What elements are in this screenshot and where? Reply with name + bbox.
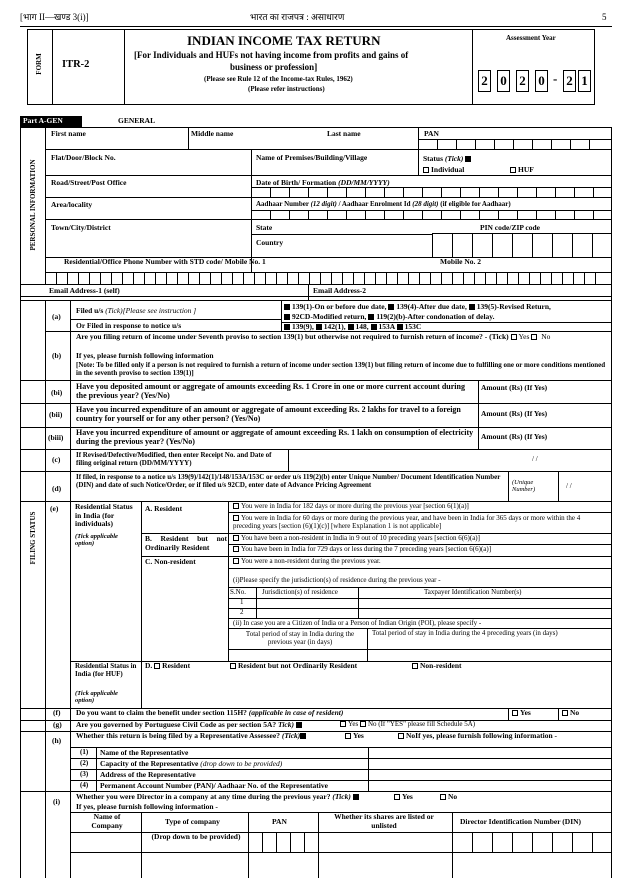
e-c1-label: You were a non-resident during the previous year. xyxy=(241,557,381,565)
individual-checkbox-icon[interactable] xyxy=(423,167,429,173)
a-opt1-label: 139(1)-On or before due date, xyxy=(292,302,387,311)
row-b-question-text: Are you filing return of income under Seventh proviso to section 139(1) but otherwise not required to furnish return of income? - (Tick) xyxy=(76,332,509,341)
e-d-nr-label: Non-resident xyxy=(420,661,462,670)
e-b1[interactable] xyxy=(233,535,480,543)
row-bi-amount: Amount (Rs) (If Yes) xyxy=(481,383,548,392)
row-g-label: (g) xyxy=(53,720,62,729)
e-b1-checkbox-icon[interactable] xyxy=(233,535,239,541)
town-label: Town/City/District xyxy=(51,223,111,232)
row-f-text: Do you want to claim the benefit under section 115H? xyxy=(76,708,247,717)
i-no-checkbox-icon[interactable] xyxy=(440,794,446,800)
gazette-title: भारत का राजपत्र : असाधारण xyxy=(250,12,345,22)
e-a1-checkbox-icon[interactable] xyxy=(233,503,239,509)
e-d-res-label: Resident xyxy=(162,661,191,670)
email2-label: Email Address-2 xyxy=(313,286,366,295)
f-no-checkbox-icon[interactable] xyxy=(562,710,568,716)
row-a-label: (a) xyxy=(52,312,61,321)
e-a2-checkbox-icon[interactable] xyxy=(233,515,239,521)
ay-digit-4[interactable]: 0 xyxy=(535,70,548,92)
row-h-yes[interactable] xyxy=(345,732,364,740)
i-drop-note: (Drop down to be provided) xyxy=(151,832,241,841)
dob-format: (DD/MM/YYYY) xyxy=(338,178,390,187)
h-tick-icon xyxy=(300,733,306,739)
e-b-label: B. Resident but not Ordinarily Resident xyxy=(145,534,227,552)
ay-digit-6[interactable]: 1 xyxy=(578,70,591,92)
filing-status-side-label: FILING STATUS xyxy=(29,511,37,565)
middle-name-label: Middle name xyxy=(191,129,234,138)
row-f-no[interactable] xyxy=(562,709,579,717)
ay-dash: - xyxy=(553,71,558,86)
aadhaar-text-3: / Aadhaar Enrolment Id xyxy=(338,200,411,208)
f-yes-checkbox-icon[interactable] xyxy=(512,710,518,716)
a-opt8-label: 148, xyxy=(355,322,369,331)
row-f-text2: (applicable in case of resident) xyxy=(248,708,344,717)
i-yes-label: Yes xyxy=(402,792,413,801)
row-b-note: [Note: To be filled only if a person is not required to furnish a return of income under section 139(1) but filing return of income due to fulfilling one or more conditions mentioned in the seventh proviso to section 139(1)] xyxy=(76,361,606,378)
i-col-listed: Whether its shares are listed or unlisted xyxy=(334,812,434,830)
a-opt2-label: 139(4)-After due date, xyxy=(396,302,467,311)
e-a1[interactable] xyxy=(233,503,469,511)
aadhaar-label xyxy=(256,201,511,209)
row-i-yes[interactable] xyxy=(394,793,413,801)
row-biii-label: (biii) xyxy=(48,433,64,442)
a-opt1-checkbox-icon[interactable] xyxy=(284,304,290,310)
dob-text: Date of Birth/ Formation xyxy=(256,178,337,187)
i-yes-checkbox-icon[interactable] xyxy=(394,794,400,800)
a-opt7-label: 142(1), xyxy=(323,322,346,331)
pin-label: PIN code/ZIP code xyxy=(480,223,540,232)
g-yes-label: Yes xyxy=(348,720,359,728)
row-a-filed-text: Filed u/s xyxy=(76,306,104,315)
row-i-question xyxy=(76,793,361,801)
f-no-label: No xyxy=(570,708,580,717)
h3-text: Address of the Representative xyxy=(100,770,196,779)
row-h-tick: (Tick) xyxy=(281,731,301,740)
e-b2-checkbox-icon[interactable] xyxy=(233,546,239,552)
phone-label: Residential/Office Phone Number with STD code/ Mobile No. 1 xyxy=(64,257,266,266)
pan-input[interactable] xyxy=(419,140,611,149)
row-c-date[interactable]: / / xyxy=(532,455,538,463)
g-tick-icon xyxy=(296,722,302,728)
assessment-year-label: Assessment Year xyxy=(506,34,556,42)
h2-text xyxy=(100,760,282,768)
e-d-res-checkbox-icon[interactable] xyxy=(154,663,160,669)
e-c-i: (i)Please specify the jurisdiction(s) of residence during the previous year - xyxy=(233,576,441,584)
ay-digit-5[interactable]: 2 xyxy=(563,70,576,92)
i-col-company: Name of Company xyxy=(91,812,123,830)
e-tick-note: (Tick applicable option) xyxy=(75,533,118,548)
e-b2-label: You have been in India for 729 days or less during the 7 preceding years [section 6(6)(a)] xyxy=(241,545,492,553)
aadhaar-text-5: (if eligible for Aadhaar) xyxy=(440,200,511,208)
h-no-checkbox-icon[interactable] xyxy=(398,733,404,739)
e-d-nr[interactable] xyxy=(412,662,462,670)
i-col-pan: PAN xyxy=(272,817,287,826)
part-a-section: GENERAL xyxy=(118,116,156,125)
area-label: Area/locality xyxy=(51,200,93,209)
a-opt6-checkbox-icon[interactable] xyxy=(284,324,290,330)
a-opt6-label: 139(9), xyxy=(292,322,314,331)
h-yes-checkbox-icon[interactable] xyxy=(345,733,351,739)
e-row2: 2 xyxy=(240,608,244,616)
country-label: Country xyxy=(256,238,284,247)
row-bi-label: (bi) xyxy=(51,388,63,397)
status-tick-icon xyxy=(465,156,471,162)
row-g-question xyxy=(76,721,304,729)
e-a2-label: You were in India for 60 days or more during the previous year, and have been in India for 365 days or more within the 4 preceding years [section (6)(1)(c)] [where Explanation 1 is not applicable] xyxy=(233,514,581,531)
status-tick-text: (Tick) xyxy=(444,154,464,163)
row-i-text: Whether you were Director in a company at any time during the previous year? xyxy=(76,792,331,801)
row-c-question: If Revised/Defective/Modified, then enter Receipt No. and Date of filing original return (DD/MM/YYYY) xyxy=(76,451,272,468)
e-a-label: A. Resident xyxy=(145,504,183,513)
e-d-nr-checkbox-icon[interactable] xyxy=(412,663,418,669)
row-h-text: Whether this return is being filed by a Representative Assessee? xyxy=(76,731,280,740)
row-a-notice: Or Filed in response to notice u/s xyxy=(76,321,182,330)
e-a2[interactable] xyxy=(233,514,609,530)
row-d-date[interactable]: / / xyxy=(566,482,572,490)
first-name-input[interactable] xyxy=(46,139,188,149)
e-row1: 1 xyxy=(240,598,244,606)
h4-text: Permanent Account Number (PAN)/ Aadhaar No. of the Representative xyxy=(100,781,328,790)
row-bii-amount: Amount (Rs) (If Yes) xyxy=(481,409,548,418)
row-i-no[interactable] xyxy=(440,793,457,801)
a-opt2-checkbox-icon[interactable] xyxy=(388,304,394,310)
i-col-din: Director Identification Number (DIN) xyxy=(460,817,582,826)
f-yes-label: Yes xyxy=(520,708,531,717)
row-e-label: (e) xyxy=(50,504,59,513)
e-d-label: D. xyxy=(145,661,153,670)
status-huf[interactable] xyxy=(510,166,534,174)
pan-label: PAN xyxy=(424,129,439,138)
a-opt9-label: 153A xyxy=(378,322,395,331)
e-jur: Jurisdiction(s) of residence xyxy=(262,588,338,596)
row-h-no[interactable] xyxy=(398,732,557,740)
row-i-tick: (Tick) xyxy=(332,792,351,801)
e-c-label: C. Non-resident xyxy=(145,557,196,566)
e-res-ind-label: Residential Status in India (for individuals) xyxy=(75,502,133,529)
a-opt10-checkbox-icon[interactable] xyxy=(397,324,403,330)
e-a1-label: You were in India for 182 days or more during the previous year [section 6(1)(a)] xyxy=(241,502,469,510)
form-subtitle-2: business or profession] xyxy=(230,62,318,72)
e-b2[interactable] xyxy=(233,546,491,554)
row-f-label: (f) xyxy=(53,708,61,717)
e-d-rnor-label: Resident but not Ordinarily Resident xyxy=(238,661,358,670)
a-opt8-checkbox-icon[interactable] xyxy=(348,324,354,330)
row-biii-question: Have you incurred expenditure of amount or aggregate of amount exceeding Rs. 1 lakh on consumption of electricity during the previous year? (Yes/No) xyxy=(76,428,474,447)
e-tick2-note: (Tick applicable option) xyxy=(75,690,118,705)
flat-label: Flat/Door/Block No. xyxy=(51,153,116,162)
form-title: INDIAN INCOME TAX RETURN xyxy=(187,33,381,48)
personal-info-side-label: PERSONAL INFORMATION xyxy=(29,159,37,251)
road-label: Road/Street/Post Office xyxy=(51,178,127,187)
row-h-question xyxy=(76,732,308,740)
i-tick-icon xyxy=(353,794,359,800)
row-i-ifyes: If yes, please furnish following information - xyxy=(76,802,218,811)
h-no-label: NoIf yes, please furnish following information - xyxy=(406,731,558,740)
row-a-instruction: (Tick)[Please see instruction ] xyxy=(105,306,197,315)
gazette-part-label: [भाग II—खण्ड 3(i)] xyxy=(20,12,89,22)
a-opt4-checkbox-icon[interactable] xyxy=(284,314,290,320)
g-yes-checkbox-icon[interactable] xyxy=(340,721,346,727)
first-name-label: First name xyxy=(51,129,86,138)
row-a-filed xyxy=(76,307,196,315)
b-yes-label: Yes xyxy=(518,332,530,341)
aadhaar-text-1: Aadhaar Number xyxy=(256,200,309,208)
ay-digit-1[interactable]: 2 xyxy=(478,70,491,92)
status-label xyxy=(423,155,473,163)
e-d-rnor-checkbox-icon[interactable] xyxy=(230,663,236,669)
row-bii-label: (bii) xyxy=(49,410,63,419)
mobile2-label: Mobile No. 2 xyxy=(440,257,482,266)
a-opt3-label: 139(5)-Revised Return, xyxy=(476,302,551,311)
row-g-options[interactable] xyxy=(340,721,475,729)
a-opt4-label: 92CD-Modified return, xyxy=(292,312,367,321)
i-col-type: Type of company xyxy=(165,817,220,826)
h2-num: (2) xyxy=(80,759,89,767)
e-c-ii: (ii) In case you are a Citizen of India or a Person of Indian Origin (POI), please specify - xyxy=(233,619,482,627)
e-c1[interactable] xyxy=(233,558,381,566)
individual-label: Individual xyxy=(431,165,465,174)
premises-label: Name of Premises/Building/Village xyxy=(256,153,368,162)
dob-label xyxy=(256,179,390,187)
g-no-checkbox-icon[interactable] xyxy=(360,721,366,727)
g-note: (If "YES" please fill Schedule 5A) xyxy=(378,720,476,728)
a-opt5-label: 119(2)(b)-After condonation of delay. xyxy=(376,312,495,321)
form-code: ITR-2 xyxy=(62,59,90,70)
state-label: State xyxy=(256,223,273,232)
row-f-yes[interactable] xyxy=(512,709,531,717)
row-a-options-1[interactable] xyxy=(284,303,551,311)
page-number: 5 xyxy=(602,12,607,22)
h1-num: (1) xyxy=(80,748,89,756)
row-bi-question: Have you deposited amount or aggregate of amounts exceeding Rs. 1 Crore in one or more current account during the previous year? (Yes/No) xyxy=(76,382,465,401)
ay-digit-3[interactable]: 2 xyxy=(516,70,529,92)
g-no-label: No xyxy=(367,720,377,728)
b-no-checkbox-icon[interactable] xyxy=(531,334,537,340)
form-side-label: FORM xyxy=(35,53,43,75)
a-opt10-label: 153C xyxy=(404,322,422,331)
a-opt5-checkbox-icon[interactable] xyxy=(368,314,374,320)
email1-label: Email Address-1 (self) xyxy=(49,286,120,295)
h-yes-label: Yes xyxy=(353,731,364,740)
row-c-label: (c) xyxy=(52,455,61,464)
row-d-unique: (Unique Number) xyxy=(512,479,536,494)
row-h-label: (h) xyxy=(52,736,62,745)
row-b-label: (b) xyxy=(52,351,62,360)
status-text: Status xyxy=(423,154,444,163)
h3-num: (3) xyxy=(80,770,89,778)
row-b-question xyxy=(76,333,610,342)
form-subtitle-1: [For Individuals and HUFs not having income from profits and gains of xyxy=(134,50,409,60)
a-opt9-checkbox-icon[interactable] xyxy=(371,324,377,330)
a-opt3-checkbox-icon[interactable] xyxy=(469,304,475,310)
huf-label: HUF xyxy=(518,165,534,174)
b-yes-checkbox-icon[interactable] xyxy=(511,334,517,340)
row-g-tick: Tick) xyxy=(278,720,294,729)
b-no-label: No xyxy=(541,332,551,341)
h4-num: (4) xyxy=(80,781,89,789)
e-d-rnor[interactable] xyxy=(230,662,357,670)
ay-digit-2[interactable]: 0 xyxy=(497,70,510,92)
e-d-row[interactable] xyxy=(145,662,190,670)
huf-checkbox-icon[interactable] xyxy=(510,167,516,173)
form-note-2: (Please refer instructions) xyxy=(248,85,325,93)
e-stay1: Total period of stay in India during the previous year (in days) xyxy=(245,630,355,647)
h1-text: Name of the Representative xyxy=(100,748,189,757)
row-g-text: Are you governed by Portuguese Civil Code as per section 5A? xyxy=(76,720,277,729)
last-name-label: Last name xyxy=(327,129,361,138)
e-res-huf-label: Residential Status in India (for HUF) xyxy=(75,662,137,679)
a-opt7-checkbox-icon[interactable] xyxy=(316,324,322,330)
row-a-options-2[interactable] xyxy=(284,313,495,321)
row-i-label: (i) xyxy=(53,797,61,806)
aadhaar-text-4: (28 digit) xyxy=(412,200,439,208)
e-stay2: Total period of stay in India during the 4 preceding years (in days) xyxy=(372,629,558,637)
row-d-question: If filed, in response to a notice u/s 139(9)/142(1)/148/153A/153C or order u/s 119(2)(b) enter Unique Number/ Document Identification Number (DIN) and date of such Notice/Order, or if filed u/s 92CD, enter date of Advance Pricing Agreement xyxy=(76,473,501,490)
e-c1-checkbox-icon[interactable] xyxy=(233,558,239,564)
row-b-ifyes: If yes, please furnish following information xyxy=(76,351,214,360)
row-bii-question: Have you incurred expenditure of an amount or aggregate of amount exceeding Rs. 2 lakhs for travel to a foreign country for yourself or for any other person? (Yes/No) xyxy=(76,405,461,424)
row-d-label: (d) xyxy=(52,484,62,493)
part-a-tab-label: Part A-GEN xyxy=(23,116,63,125)
row-a-options-3[interactable] xyxy=(284,323,421,331)
e-tin: Taxpayer Identification Number(s) xyxy=(424,588,522,596)
row-f-question xyxy=(76,709,343,717)
h2-text-main: Capacity of the Representative xyxy=(100,759,199,768)
e-b1-label: You have been a non-resident in India in 9 out of 10 preceding years [section 6(6)(a)] xyxy=(241,534,480,542)
form-note-1: (Please see Rule 12 of the Income-tax Rules, 1962) xyxy=(204,75,353,83)
h2-dropdown-note: (drop down to be provided) xyxy=(200,759,283,768)
status-individual[interactable] xyxy=(423,166,464,174)
i-no-label: No xyxy=(448,792,458,801)
e-sno: S.No. xyxy=(230,588,246,596)
aadhaar-text-2: (12 digit) xyxy=(310,200,337,208)
row-biii-amount: Amount (Rs) (If Yes) xyxy=(481,432,548,441)
